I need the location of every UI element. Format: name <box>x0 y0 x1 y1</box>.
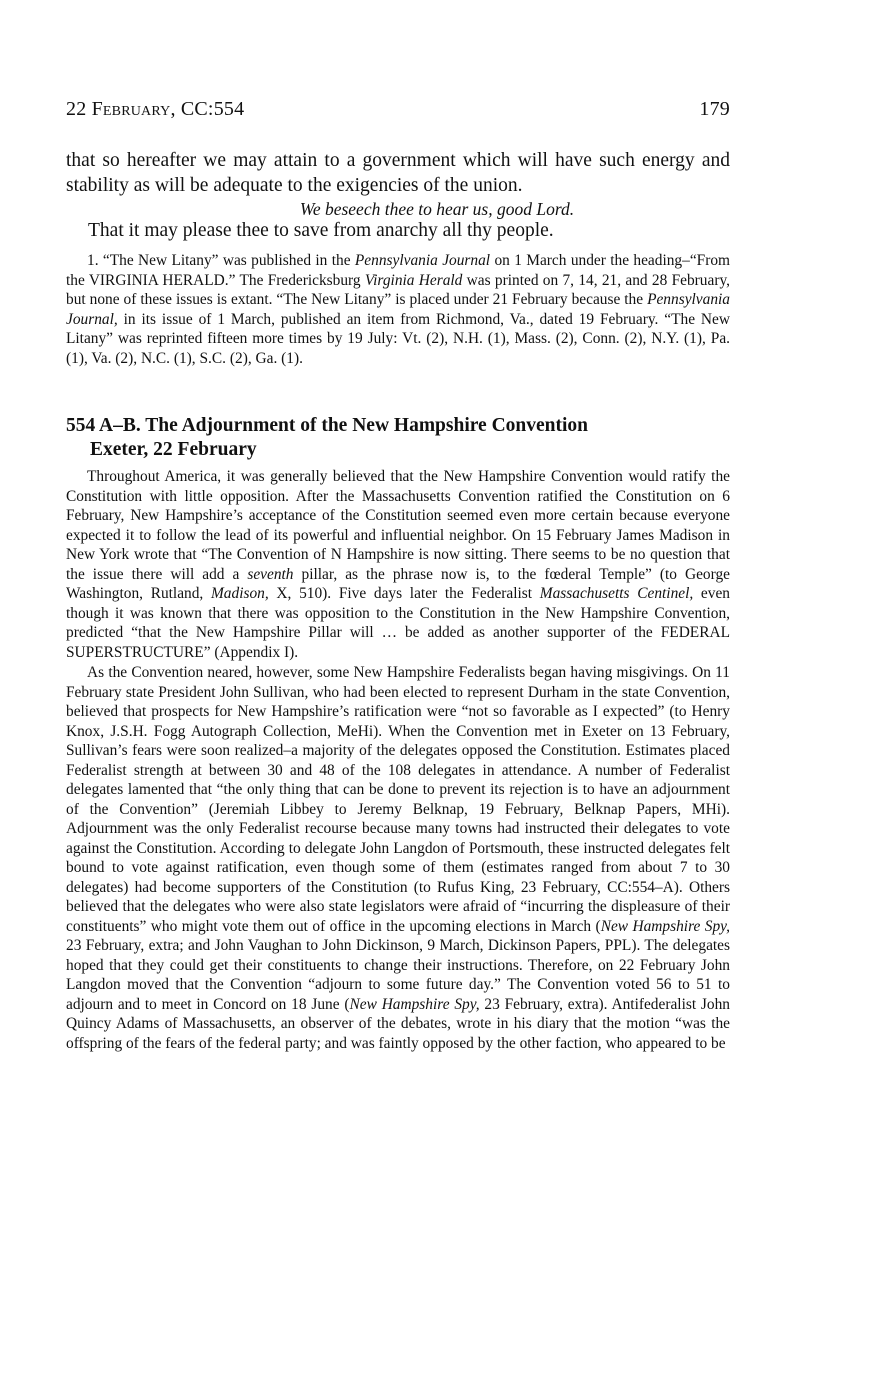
paragraph-1 <box>66 467 730 662</box>
paragraph-italic: New Hampshire Spy, <box>349 995 480 1013</box>
litany-continuation-text: that so hereafter we may attain to a government which will have such energy and stability as will be adequate to the exigencies of the union. <box>66 150 730 196</box>
paragraph-italic: Massachusetts Centinel, <box>539 585 694 602</box>
body-text <box>66 467 730 1053</box>
paragraph-text: 23 February, extra; and John Vaughan to John Dickinson, 9 March, Dickinson Papers, PPL). The delegates hoped that they could get their constituents to change their instructions. Therefore, on 22 February John Langdon moved that the Convention “adjourn to some future day.” The Convention voted 56 to 51 to adjourn and to meet in Concord on 18 June ( <box>66 937 730 1013</box>
litany-response: We beseech thee to hear us, good Lord. <box>299 199 575 219</box>
page-number: 179 <box>699 98 730 120</box>
footnote-text: on 1 March under the heading–“From the VIRGINIA HERALD.” The Fredericksburg <box>66 252 731 289</box>
footnote-1 <box>66 251 730 368</box>
section-heading-place-date: Exeter, 22 February <box>90 439 257 460</box>
footnote-text: in its issue of 1 March, published an item from Richmond, Va., dated 19 February. “The New Litany” was reprinted fifteen more times by 19 July: Vt. (2), N.H. (1), Mass. (2), Conn. (2), N.Y. (1), Pa. (1), Va. (2), N.C. (1), S.C. (2), Ga. (1). <box>66 310 730 367</box>
footnote <box>66 251 730 368</box>
paragraph-text: As the Convention neared, however, some New Hampshire Federalists began having misgivings. On 11 February state President John Sullivan, who had been elected to represent Durham in the state Convention, believed that prospects for New Hampshire’s ratification were “not so favorable as I expected” (to Henry Knox, J.S.H. Fogg Autograph Collection, MeHi). When the Convention met in Exeter on 13 February, Sullivan’s fears were soon realized–a majority of the delegates opposed the Constitution. Estimates placed Federalist strength at between 30 and 48 of the 108 delegates in attendance. A number of Federalist delegates lamented that “the only thing that can be done to prevent its rejection is to have an adjournment of the Convention” (Jeremiah Libbey to Jeremy Belknap, 19 February, Belknap Papers, MHi). Adjournment was the only Federalist recourse because many towns had instructed their delegates to vote against the Constitution. According to delegate John Langdon of Portsmouth, these instructed delegates felt bound to vote against ratification, even though some of them (estimates ranged from about 7 to 30 delegates) had become supporters of the Constitution (to Rufus King, 23 February, CC:554–A). Others believed that the delegates who were also state legislators were afraid of “incurring the displeasure of their constituents” who might vote them out of office in the upcoming elections in March ( <box>66 664 730 935</box>
paragraph-text: 23 February, extra). Antifederalist John Quincy Adams of Massachusetts, an observer of the debates, wrote in his diary that the motion “was the offspring of the fears of the federal party; and was faintly opposed by the other faction, who appeared to be <box>66 995 730 1052</box>
paragraph-text: Throughout America, it was generally believed that the New Hampshire Convention would ratify the Constitution with little opposition. After the Massachusetts Convention ratified the Constitution on 6 February, New Hampshire’s acceptance of the Constitution seemed even more certain because everyone expected it to follow the lead of its powerful and influential neighbor. On 15 February James Madison in New York wrote that “The Convention of N Hampshire is now sitting. There seems to be no question that the issue there will add a <box>66 468 730 583</box>
running-head-left <box>66 98 244 121</box>
litany-petition: That it may please thee to save from anarchy all thy people. <box>88 220 554 241</box>
footnote-text: was printed on 7, 14, 21, and 28 February, but none of these issues is extant. “The New Litany” is placed under 21 February because the <box>66 271 730 308</box>
footnote-italic: Pennsylvania Journal <box>354 252 491 269</box>
paragraph-italic: Madison, <box>210 585 269 602</box>
running-head <box>66 98 730 126</box>
paragraph-text: even though it was known that there was opposition to the Constitution in the New Hampshire Convention, predicted “that the New Hampshire Pillar will … be added as another supporter of the FEDERAL SUPERSTRUCTURE” (Appendix I). <box>66 585 730 661</box>
footnote-italic: Virginia Herald <box>364 271 463 289</box>
section-heading <box>66 414 730 462</box>
running-head-ref: , CC:554 <box>170 98 245 120</box>
footnote-italic: Pennsylvania Journal, <box>66 291 730 328</box>
litany-continuation <box>66 148 730 198</box>
paragraph-italic: seventh <box>247 565 294 583</box>
paragraph-text: X, 510). Five days later the Federalist <box>268 585 540 602</box>
paragraph-italic: New Hampshire Spy, <box>600 917 730 935</box>
paragraph-2 <box>66 663 730 1053</box>
paragraph-text: pillar, as the phrase now is, to the fœderal Temple” (to George Washington, Rutland, <box>66 565 730 602</box>
section-heading-title: 554 A–B. The Adjournment of the New Hampshire Convention <box>66 415 589 436</box>
running-head-date: 22 February <box>66 98 171 120</box>
footnote-text: 1. “The New Litany” was published in the <box>87 252 355 269</box>
